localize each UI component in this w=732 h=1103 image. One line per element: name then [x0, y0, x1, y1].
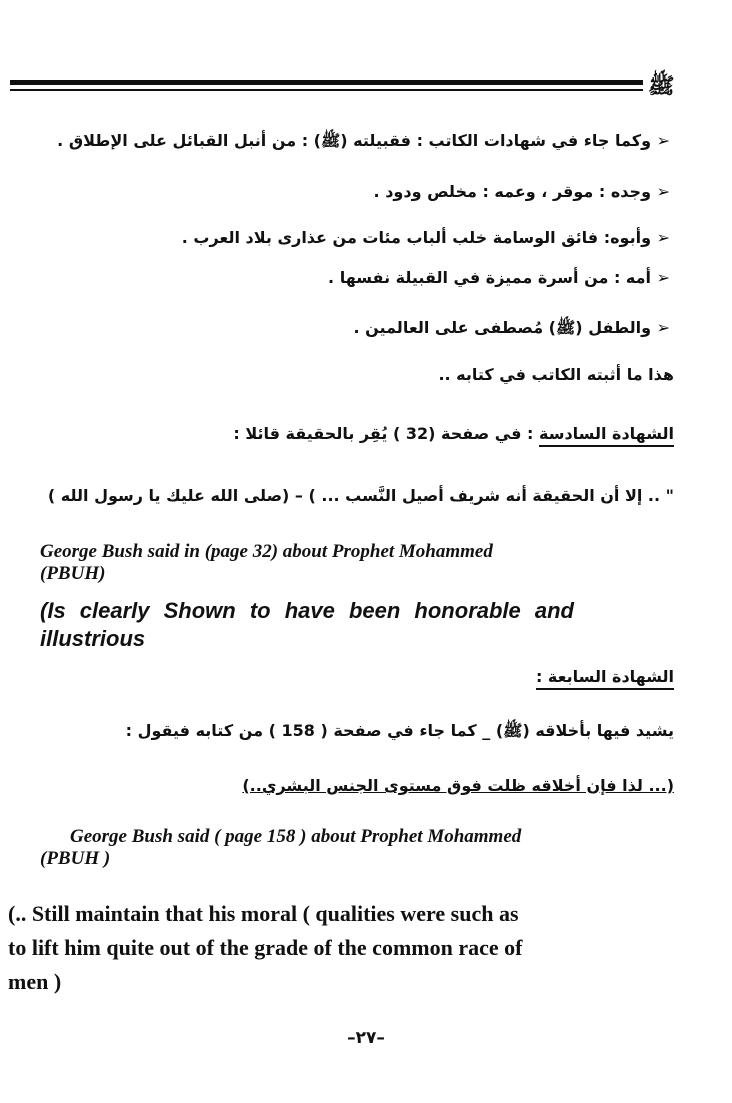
page-number: –٢٧–	[347, 1028, 385, 1048]
seventh-english-intro-line1: George Bush said ( page 158 ) about Prophet Mohammed	[70, 826, 522, 847]
sixth-english-quote-line2: illustrious	[40, 626, 146, 651]
header-rule-thin	[10, 89, 643, 91]
salawat-seal: ﷺ	[648, 74, 675, 99]
sixth-english-intro	[40, 541, 680, 585]
sixth-english-quote-line1: (Is clearly Shown to have been honorable and	[40, 598, 574, 623]
bullet-father: ➢ وأبوه: فائق الوسامة خلب ألباب مئات من عذارى بلاد العرب .	[182, 228, 670, 247]
bullet-child: ➢ والطفل (ﷺ) مُصطفى على العالمين .	[354, 318, 671, 341]
seventh-testimony-line: يشيد فيها بأخلاقه (ﷺ) _ كما جاء في صفحة ( 158 ) من كتابه فيقول :	[125, 721, 674, 740]
summary-line: هذا ما أثبته الكاتب في كتابه ..	[438, 365, 674, 384]
seventh-arabic-quote: (... لذا فإن أخلاقه ظلت فوق مستوى الجنس البشري..)	[242, 776, 674, 795]
seventh-english-quote-line2: to lift him quite out of the grade of the common race of	[8, 935, 523, 960]
sixth-english-intro-line1: George Bush said in (page 32) about Prophet Mohammed	[40, 541, 493, 562]
bullet-mother: ➢ أمه : من أسرة مميزة في القبيلة نفسها .	[328, 268, 670, 287]
header-rule-thick	[10, 80, 643, 85]
seventh-english-quote-line3: men )	[8, 969, 62, 994]
seventh-english-quote-line1: (.. Still maintain that his moral ( qualities were such as	[8, 901, 519, 926]
sixth-english-quote	[40, 597, 680, 653]
seventh-english-intro-line2: (PBUH )	[40, 848, 111, 869]
sixth-arabic-quote: " .. إلا أن الحقيقة أنه شريف أصيل النَّسب ... ) – (صلى الله عليك يا رسول الله )	[47, 486, 674, 505]
seventh-testimony-heading: الشهادة السابعة :	[536, 667, 674, 690]
sixth-testimony-line	[233, 424, 674, 443]
bullet-tribe: ➢ وكما جاء في شهادات الكاتب : فقبيلته (ﷺ) : من أنبل القبائل على الإطلاق .	[57, 131, 670, 154]
sixth-english-intro-line2: (PBUH)	[40, 563, 106, 584]
sixth-testimony-heading: الشهادة السادسة	[539, 424, 674, 447]
sixth-testimony-rest: : في صفحة (32 ) يُقِر بالحقيقة قائلا :	[233, 424, 539, 443]
seventh-english-quote	[8, 897, 688, 999]
seventh-english-intro	[40, 826, 680, 870]
bullet-grandfather: ➢ وجده : موقر ، وعمه : مخلص ودود .	[374, 182, 670, 201]
